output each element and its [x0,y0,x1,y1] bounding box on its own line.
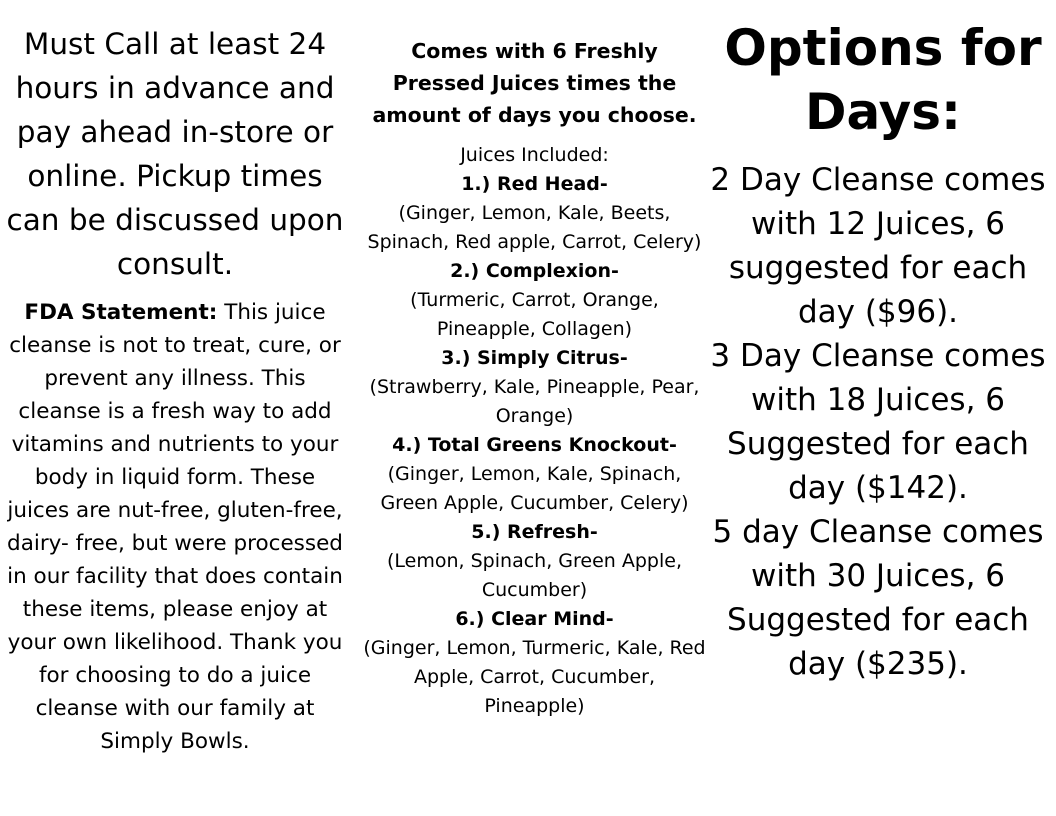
juice-name-complexion: 2.) Complexion- [450,260,619,282]
middle-column [362,0,707,721]
juice-ingredients-red-head: (Ginger, Lemon, Kale, Beets, Spinach, Red apple, Carrot, Celery) [367,202,702,253]
juice-name-simply-citrus: 3.) Simply Citrus- [441,347,628,369]
juice-ingredients-refresh: (Lemon, Spinach, Green Apple, Cucumber) [387,550,682,601]
juices-heading: Juices Included: [460,144,609,166]
juice-ingredients-clear-mind: (Ginger, Lemon, Turmeric, Kale, Red Apple, Carrot, Cucumber, Pineapple) [363,637,706,717]
fda-statement-label: FDA Statement: [24,300,218,325]
option-2-day: 2 Day Cleanse comes with 12 Juices, 6 suggested for each day ($96). [710,162,1046,330]
juice-ingredients-simply-citrus: (Strawberry, Kale, Pineapple, Pear, Orange) [369,376,700,427]
juice-ingredients-total-greens-knockout: (Ginger, Lemon, Kale, Spinach, Green Apple, Cucumber, Celery) [380,463,689,514]
fda-statement-text: This juice cleanse is not to treat, cure, or prevent any illness. This cleanse is a fresh way to add vitamins and nutrients to your body in liquid form. These juices are nut-free, gluten-free, dairy- free, but were processed in our facility that does contain these items, please enjoy at your own likelihood. Thank you for choosing to do a juice cleanse with our family at Simply Bowls. [7,300,343,754]
juice-name-refresh: 5.) Refresh- [471,521,598,543]
right-column [700,0,1056,686]
juice-name-red-head: 1.) Red Head- [461,173,608,195]
juice-ingredients-complexion: (Turmeric, Carrot, Orange, Pineapple, Collagen) [410,289,659,340]
left-column [0,0,350,758]
options-title: Options for Days: [724,19,1042,141]
fda-statement [0,296,350,758]
package-intro: Comes with 6 Freshly Pressed Juices times the amount of days you choose. [372,39,697,127]
juice-name-clear-mind: 6.) Clear Mind- [455,608,614,630]
juice-name-total-greens-knockout: 4.) Total Greens Knockout- [392,434,677,456]
option-3-day: 3 Day Cleanse comes with 18 Juices, 6 Suggested for each day ($142). [710,338,1046,506]
options-list [700,158,1056,686]
option-5-day: 5 day Cleanse comes with 30 Juices, 6 Suggested for each day ($235). [712,514,1044,682]
advance-notice: Must Call at least 24 hours in advance and pay ahead in-store or online. Pickup times can be discussed upon consult. [6,27,344,281]
